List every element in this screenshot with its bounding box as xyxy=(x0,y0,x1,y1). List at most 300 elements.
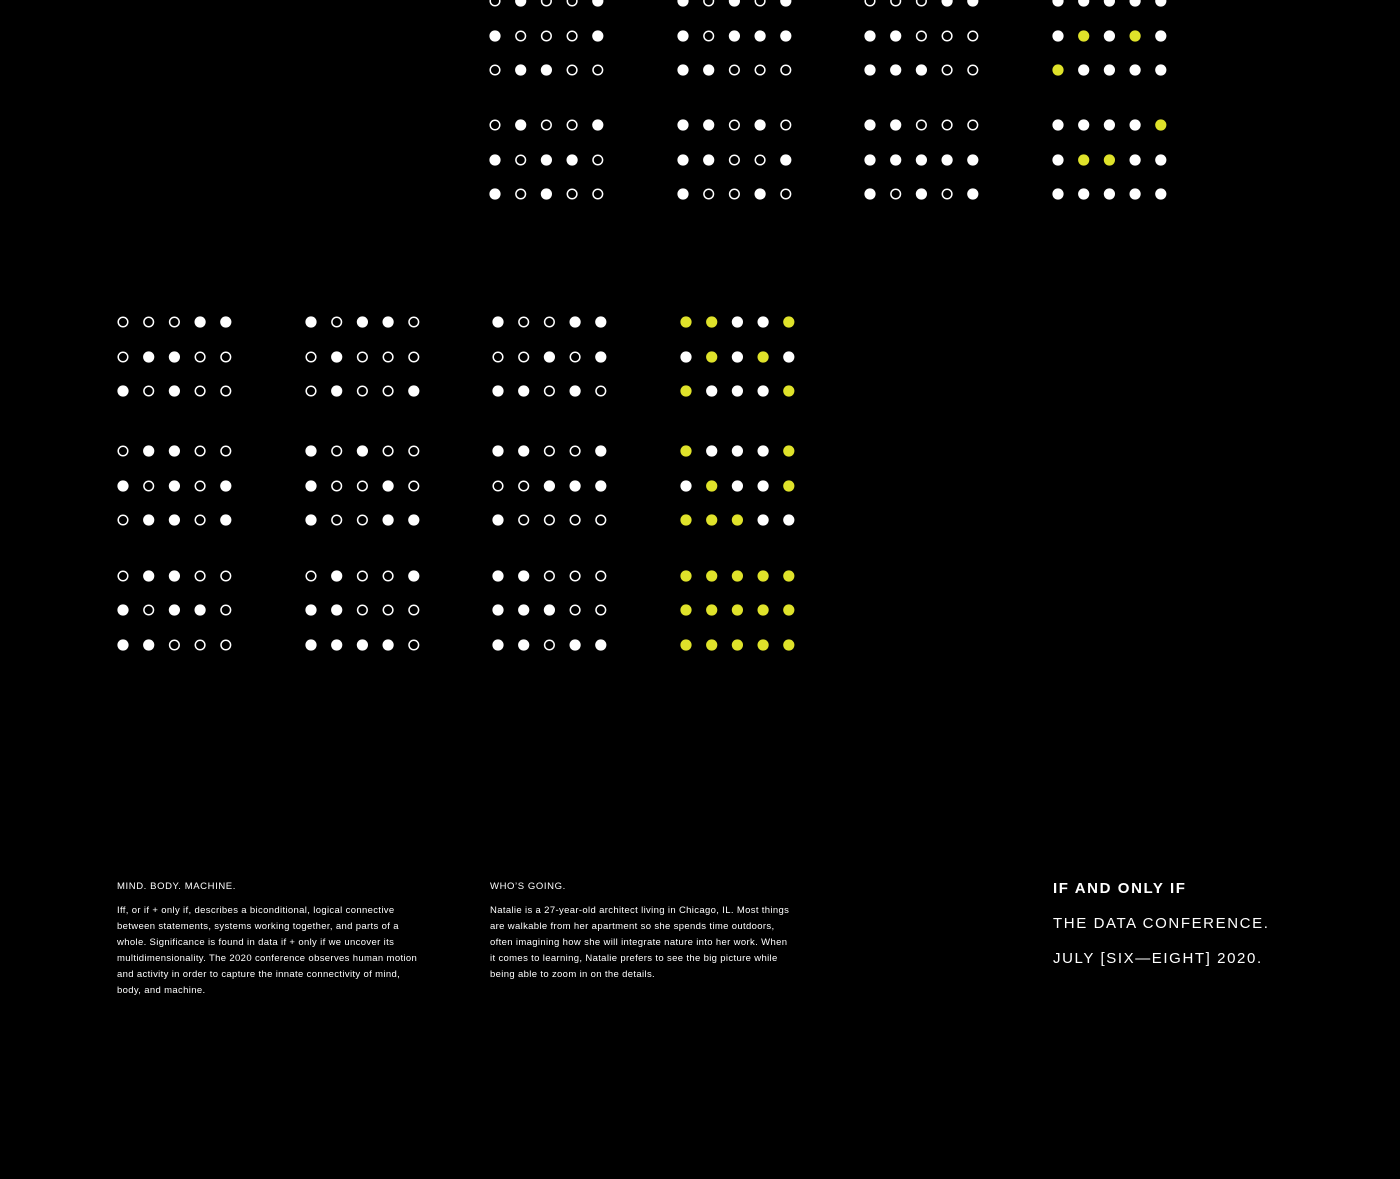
top-matrix-4 xyxy=(1052,0,1166,200)
hollow-dot xyxy=(917,31,927,41)
filled-dot xyxy=(331,639,342,650)
filled-dot xyxy=(729,0,740,7)
filled-dot xyxy=(1104,64,1115,75)
filled-dot xyxy=(783,514,794,525)
hollow-dot xyxy=(332,515,342,525)
accent-dot xyxy=(680,639,691,650)
hollow-dot xyxy=(221,386,231,396)
filled-dot xyxy=(383,316,394,327)
filled-dot xyxy=(864,188,875,199)
filled-dot xyxy=(492,639,503,650)
hollow-dot xyxy=(195,386,205,396)
filled-dot xyxy=(515,64,526,75)
hollow-dot xyxy=(195,352,205,362)
conference-title-block xyxy=(1053,879,1373,984)
filled-dot xyxy=(143,639,154,650)
filled-dot xyxy=(544,480,555,491)
filled-dot xyxy=(1155,154,1166,165)
accent-dot xyxy=(732,604,743,615)
filled-dot xyxy=(758,385,769,396)
whos-going-section xyxy=(490,881,795,983)
filled-dot xyxy=(755,30,766,41)
filled-dot xyxy=(732,445,743,456)
hollow-dot xyxy=(755,65,765,75)
filled-dot xyxy=(592,119,603,130)
filled-dot xyxy=(755,188,766,199)
filled-dot xyxy=(489,154,500,165)
filled-dot xyxy=(942,0,953,7)
accent-dot xyxy=(783,604,794,615)
filled-dot xyxy=(1052,154,1063,165)
filled-dot xyxy=(890,64,901,75)
filled-dot xyxy=(677,64,688,75)
filled-dot xyxy=(195,604,206,615)
hollow-dot xyxy=(358,515,368,525)
accent-dot xyxy=(680,316,691,327)
filled-dot xyxy=(305,639,316,650)
filled-dot xyxy=(143,514,154,525)
filled-dot xyxy=(220,316,231,327)
accent-dot xyxy=(758,639,769,650)
hollow-dot xyxy=(545,386,555,396)
filled-dot xyxy=(143,570,154,581)
filled-dot xyxy=(706,445,717,456)
top-matrix-2 xyxy=(677,0,791,200)
filled-dot xyxy=(220,514,231,525)
filled-dot xyxy=(169,570,180,581)
hollow-dot xyxy=(409,446,419,456)
filled-dot xyxy=(305,514,316,525)
hollow-dot xyxy=(195,481,205,491)
hollow-dot xyxy=(593,155,603,165)
filled-dot xyxy=(592,30,603,41)
filled-dot xyxy=(305,604,316,615)
accent-dot xyxy=(732,639,743,650)
filled-dot xyxy=(942,154,953,165)
hollow-dot xyxy=(490,120,500,130)
hollow-dot xyxy=(519,352,529,362)
filled-dot xyxy=(677,188,688,199)
hollow-dot xyxy=(195,515,205,525)
filled-dot xyxy=(1130,0,1141,7)
hollow-dot xyxy=(781,120,791,130)
filled-dot xyxy=(755,119,766,130)
filled-dot xyxy=(570,639,581,650)
hollow-dot xyxy=(968,65,978,75)
accent-dot xyxy=(758,570,769,581)
filled-dot xyxy=(408,385,419,396)
hollow-dot xyxy=(542,0,552,6)
accent-dot xyxy=(783,385,794,396)
filled-dot xyxy=(1104,188,1115,199)
hollow-dot xyxy=(118,571,128,581)
bottom-matrix-1 xyxy=(117,316,231,650)
accent-dot xyxy=(706,316,717,327)
filled-dot xyxy=(1155,188,1166,199)
filled-dot xyxy=(169,351,180,362)
filled-dot xyxy=(706,385,717,396)
mind-body-machine-section xyxy=(117,881,422,999)
hollow-dot xyxy=(730,65,740,75)
hollow-dot xyxy=(545,571,555,581)
accent-dot xyxy=(1078,30,1089,41)
filled-dot xyxy=(544,351,555,362)
hollow-dot xyxy=(865,0,875,6)
filled-dot xyxy=(570,385,581,396)
hollow-dot xyxy=(358,605,368,615)
filled-dot xyxy=(890,154,901,165)
accent-dot xyxy=(1104,154,1115,165)
title-data-conference: THE DATA CONFERENCE. xyxy=(1053,915,1270,932)
hollow-dot xyxy=(545,640,555,650)
hollow-dot xyxy=(409,481,419,491)
hollow-dot xyxy=(593,189,603,199)
filled-dot xyxy=(890,30,901,41)
filled-dot xyxy=(570,316,581,327)
filled-dot xyxy=(541,154,552,165)
hollow-dot xyxy=(516,189,526,199)
accent-dot xyxy=(680,385,691,396)
hollow-dot xyxy=(332,317,342,327)
hollow-dot xyxy=(409,605,419,615)
hollow-dot xyxy=(409,640,419,650)
hollow-dot xyxy=(383,352,393,362)
hollow-dot xyxy=(490,0,500,6)
hollow-dot xyxy=(567,65,577,75)
filled-dot xyxy=(117,480,128,491)
filled-dot xyxy=(169,480,180,491)
filled-dot xyxy=(677,119,688,130)
hollow-dot xyxy=(144,605,154,615)
filled-dot xyxy=(357,639,368,650)
filled-dot xyxy=(117,639,128,650)
filled-dot xyxy=(729,30,740,41)
filled-dot xyxy=(1052,119,1063,130)
filled-dot xyxy=(758,445,769,456)
filled-dot xyxy=(489,188,500,199)
hollow-dot xyxy=(409,317,419,327)
hollow-dot xyxy=(118,352,128,362)
hollow-dot xyxy=(567,189,577,199)
title-if-and-only-if: IF AND ONLY IF xyxy=(1053,880,1187,897)
hollow-dot xyxy=(917,120,927,130)
hollow-dot xyxy=(596,515,606,525)
filled-dot xyxy=(1130,154,1141,165)
filled-dot xyxy=(492,570,503,581)
accent-dot xyxy=(680,604,691,615)
hollow-dot xyxy=(781,65,791,75)
filled-dot xyxy=(169,604,180,615)
top-matrix-1 xyxy=(489,0,603,200)
filled-dot xyxy=(1155,64,1166,75)
hollow-dot xyxy=(195,571,205,581)
hollow-dot xyxy=(704,189,714,199)
filled-dot xyxy=(515,0,526,7)
filled-dot xyxy=(864,119,875,130)
accent-dot xyxy=(758,351,769,362)
filled-dot xyxy=(967,188,978,199)
hollow-dot xyxy=(545,446,555,456)
filled-dot xyxy=(890,119,901,130)
top-matrix-3 xyxy=(864,0,978,200)
hollow-dot xyxy=(493,352,503,362)
hollow-dot xyxy=(968,31,978,41)
filled-dot xyxy=(1130,119,1141,130)
filled-dot xyxy=(567,154,578,165)
hollow-dot xyxy=(358,386,368,396)
hollow-dot xyxy=(332,446,342,456)
filled-dot xyxy=(408,514,419,525)
accent-dot xyxy=(783,445,794,456)
hollow-dot xyxy=(755,155,765,165)
hollow-dot xyxy=(383,605,393,615)
filled-dot xyxy=(732,480,743,491)
filled-dot xyxy=(383,480,394,491)
filled-dot xyxy=(732,385,743,396)
hollow-dot xyxy=(332,481,342,491)
filled-dot xyxy=(169,385,180,396)
filled-dot xyxy=(492,316,503,327)
filled-dot xyxy=(489,30,500,41)
hollow-dot xyxy=(545,515,555,525)
filled-dot xyxy=(780,154,791,165)
filled-dot xyxy=(357,316,368,327)
filled-dot xyxy=(967,0,978,7)
filled-dot xyxy=(758,480,769,491)
hollow-dot xyxy=(968,120,978,130)
filled-dot xyxy=(680,480,691,491)
hollow-dot xyxy=(570,605,580,615)
hollow-dot xyxy=(542,120,552,130)
filled-dot xyxy=(916,64,927,75)
filled-dot xyxy=(143,445,154,456)
hollow-dot xyxy=(704,31,714,41)
hollow-dot xyxy=(519,515,529,525)
filled-dot xyxy=(595,351,606,362)
filled-dot xyxy=(305,316,316,327)
hollow-dot xyxy=(596,386,606,396)
accent-dot xyxy=(1052,64,1063,75)
accent-dot xyxy=(1130,30,1141,41)
hollow-dot xyxy=(118,446,128,456)
accent-dot xyxy=(680,570,691,581)
filled-dot xyxy=(492,604,503,615)
hollow-dot xyxy=(917,0,927,6)
filled-dot xyxy=(1078,188,1089,199)
hollow-dot xyxy=(891,0,901,6)
hollow-dot xyxy=(596,571,606,581)
filled-dot xyxy=(331,351,342,362)
accent-dot xyxy=(1155,119,1166,130)
hollow-dot xyxy=(704,0,714,6)
hollow-dot xyxy=(730,120,740,130)
filled-dot xyxy=(117,385,128,396)
hollow-dot xyxy=(409,352,419,362)
filled-dot xyxy=(331,570,342,581)
hollow-dot xyxy=(567,31,577,41)
filled-dot xyxy=(592,0,603,7)
filled-dot xyxy=(677,30,688,41)
accent-dot xyxy=(732,570,743,581)
filled-dot xyxy=(703,64,714,75)
hollow-dot xyxy=(383,571,393,581)
hollow-dot xyxy=(942,189,952,199)
filled-dot xyxy=(331,604,342,615)
hollow-dot xyxy=(570,515,580,525)
filled-dot xyxy=(570,480,581,491)
filled-dot xyxy=(541,64,552,75)
hollow-dot xyxy=(306,352,316,362)
filled-dot xyxy=(595,480,606,491)
filled-dot xyxy=(1052,30,1063,41)
hollow-dot xyxy=(519,317,529,327)
hollow-dot xyxy=(221,352,231,362)
filled-dot xyxy=(916,188,927,199)
accent-dot xyxy=(783,570,794,581)
hollow-dot xyxy=(144,386,154,396)
filled-dot xyxy=(492,385,503,396)
hollow-dot xyxy=(221,446,231,456)
accent-dot xyxy=(706,604,717,615)
filled-dot xyxy=(1104,0,1115,7)
hollow-dot xyxy=(306,386,316,396)
filled-dot xyxy=(518,639,529,650)
hollow-dot xyxy=(118,317,128,327)
hollow-dot xyxy=(358,352,368,362)
filled-dot xyxy=(518,445,529,456)
hollow-dot xyxy=(306,571,316,581)
filled-dot xyxy=(677,0,688,7)
hollow-dot xyxy=(490,65,500,75)
hollow-dot xyxy=(570,352,580,362)
filled-dot xyxy=(680,351,691,362)
filled-dot xyxy=(1104,119,1115,130)
hollow-dot xyxy=(493,481,503,491)
filled-dot xyxy=(492,445,503,456)
filled-dot xyxy=(515,119,526,130)
filled-dot xyxy=(195,316,206,327)
filled-dot xyxy=(864,154,875,165)
filled-dot xyxy=(864,64,875,75)
hollow-dot xyxy=(755,0,765,6)
accent-dot xyxy=(680,514,691,525)
filled-dot xyxy=(220,480,231,491)
hollow-dot xyxy=(170,640,180,650)
filled-dot xyxy=(492,514,503,525)
filled-dot xyxy=(1155,30,1166,41)
title-dates: JULY [SIX—EIGHT] 2020. xyxy=(1053,950,1263,967)
filled-dot xyxy=(305,480,316,491)
filled-dot xyxy=(758,316,769,327)
filled-dot xyxy=(595,639,606,650)
hollow-dot xyxy=(942,31,952,41)
hollow-dot xyxy=(195,446,205,456)
filled-dot xyxy=(383,514,394,525)
filled-dot xyxy=(544,604,555,615)
accent-dot xyxy=(783,480,794,491)
accent-dot xyxy=(1078,154,1089,165)
filled-dot xyxy=(331,385,342,396)
hollow-dot xyxy=(221,605,231,615)
hollow-dot xyxy=(596,605,606,615)
filled-dot xyxy=(1078,64,1089,75)
accent-dot xyxy=(706,514,717,525)
filled-dot xyxy=(732,351,743,362)
hollow-dot xyxy=(144,481,154,491)
accent-dot xyxy=(783,639,794,650)
filled-dot xyxy=(780,0,791,7)
filled-dot xyxy=(518,570,529,581)
hollow-dot xyxy=(221,571,231,581)
hollow-dot xyxy=(567,0,577,6)
bottom-matrix-2 xyxy=(305,316,419,650)
filled-dot xyxy=(703,154,714,165)
filled-dot xyxy=(305,445,316,456)
hollow-dot xyxy=(567,120,577,130)
filled-dot xyxy=(732,316,743,327)
hollow-dot xyxy=(545,317,555,327)
filled-dot xyxy=(758,514,769,525)
hollow-dot xyxy=(118,515,128,525)
filled-dot xyxy=(1052,0,1063,7)
bottom-matrix-4 xyxy=(680,316,794,650)
filled-dot xyxy=(1104,30,1115,41)
filled-dot xyxy=(1078,0,1089,7)
mind-body-machine-heading: MIND. BODY. MACHINE. xyxy=(117,881,236,892)
filled-dot xyxy=(783,351,794,362)
bottom-matrix-3 xyxy=(492,316,606,650)
hollow-dot xyxy=(519,481,529,491)
hollow-dot xyxy=(730,155,740,165)
filled-dot xyxy=(143,351,154,362)
filled-dot xyxy=(916,154,927,165)
hollow-dot xyxy=(891,189,901,199)
filled-dot xyxy=(677,154,688,165)
accent-dot xyxy=(706,570,717,581)
hollow-dot xyxy=(144,317,154,327)
hollow-dot xyxy=(358,571,368,581)
filled-dot xyxy=(117,604,128,615)
filled-dot xyxy=(595,445,606,456)
accent-dot xyxy=(783,316,794,327)
hollow-dot xyxy=(516,31,526,41)
filled-dot xyxy=(703,119,714,130)
accent-dot xyxy=(758,604,769,615)
hollow-dot xyxy=(942,120,952,130)
whos-going-text: Natalie is a 27-year-old architect living in Chicago, IL. Most things are walkable from her apartment so she spends time outdoors, often imagining how she will integrate nature into her work. When it comes to learning, Natalie prefers to see the big picture while being able to zoom in on the details. xyxy=(490,905,790,980)
hollow-dot xyxy=(593,65,603,75)
accent-dot xyxy=(706,639,717,650)
filled-dot xyxy=(1155,0,1166,7)
hollow-dot xyxy=(383,386,393,396)
hollow-dot xyxy=(542,31,552,41)
hollow-dot xyxy=(170,317,180,327)
filled-dot xyxy=(864,30,875,41)
hollow-dot xyxy=(221,640,231,650)
filled-dot xyxy=(780,30,791,41)
filled-dot xyxy=(357,445,368,456)
filled-dot xyxy=(1078,119,1089,130)
hollow-dot xyxy=(570,571,580,581)
hollow-dot xyxy=(730,189,740,199)
hollow-dot xyxy=(195,640,205,650)
filled-dot xyxy=(1052,188,1063,199)
hollow-dot xyxy=(358,481,368,491)
hollow-dot xyxy=(383,446,393,456)
filled-dot xyxy=(1130,188,1141,199)
mind-body-machine-text: Iff, or if + only if, describes a biconditional, logical connective between statements, systems working together, and parts of a whole. Significance is found in data if + only if we uncover its multidimensionality. The 2020 conference observes human motion and activity in order to capture the innate connectivity of mind, body, and machine. xyxy=(117,905,418,996)
filled-dot xyxy=(169,514,180,525)
